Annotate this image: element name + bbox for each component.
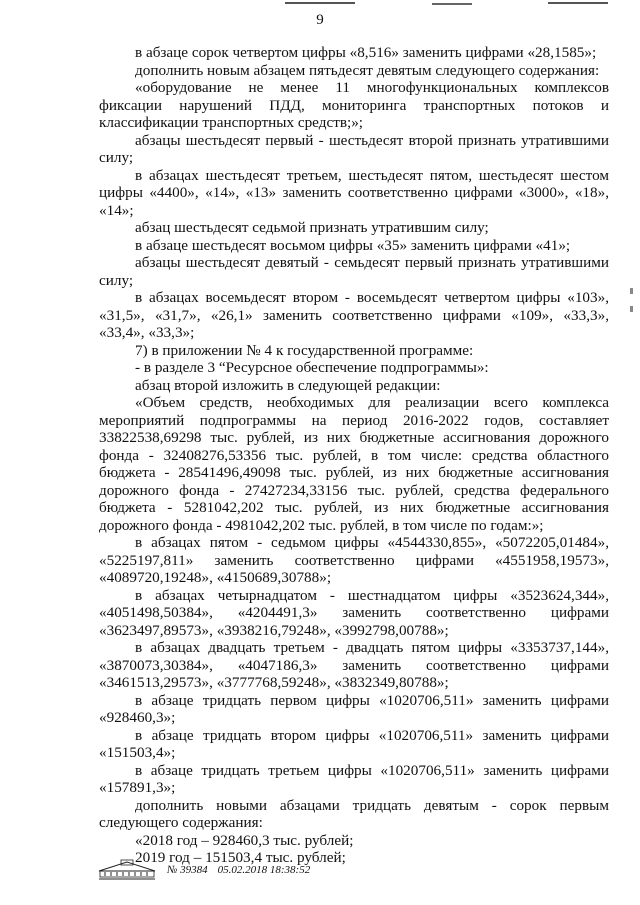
paragraph: «Объем средств, необходимых для реализации всего комплекса мероприятий подпрограммы на период 2016-2022 годов, составляет 33822538,69298 тыс. рублей, из них бюджетные ассигнования дорожного фонда - 32408276,53356 тыс. рублей, в том числе: средства областного бюджета - 28541496,49098 тыс. рублей, из них бюджетные ассигнования дорожного фонда - 27427234,33156 тыс. рублей, средства федерального бюджета - 5281042,202 тыс. рублей, из них бюджетные ассигнования дорожного фонда - 4981042,202 тыс. рублей, в том числе по годам:»; <box>99 394 609 534</box>
paragraph: в абзацах пятом - седьмом цифры «4544330,855», «5072205,01484», «5225197,811» заменить соответственно цифрами «4551958,19573», «4089720,19248», «4150689,30788»; <box>99 534 609 586</box>
registration-timestamp: 05.02.2018 18:38:52 <box>217 864 311 876</box>
paragraph: в абзаце тридцать первом цифры «1020706,511» заменить цифрами «928460,3»; <box>99 691 609 726</box>
paragraph: «оборудование не менее 11 многофункциональных комплексов фиксации нарушений ПДД, мониторинга транспортных потоков и классификации транспортных средств;»; <box>99 79 609 131</box>
scan-artifact-top-right <box>432 3 472 5</box>
paragraph: 7) в приложении № 4 к государственной программе: <box>135 341 474 359</box>
paragraph: в абзаце тридцать втором цифры «1020706,511» заменить цифрами «151503,4»; <box>99 726 609 761</box>
paragraph: «2018 год – 928460,3 тыс. рублей; <box>135 831 354 849</box>
paragraph: абзац шестьдесят седьмой признать утратившим силу; <box>135 219 489 236</box>
paragraph: в абзаце шестьдесят восьмом цифры «35» заменить цифрами «41»; <box>135 236 571 254</box>
document-number: № 39384 <box>167 864 208 876</box>
paragraph: абзацы шестьдесят первый - шестьдесят второй признать утратившими силу; <box>99 131 609 166</box>
paragraph: абзац второй изложить в следующей редакции: <box>135 376 441 394</box>
paragraph: в абзаце сорок четвертом цифры «8,516» заменить цифрами «28,1585»; <box>135 44 597 61</box>
paragraph: в абзацах четырнадцатом - шестнадцатом цифры «3523624,344», «4051498,50384», «4204491,3» заменить соответственно цифрами «3623497,89573», «3938216,79248», «3992798,00788»; <box>99 586 609 639</box>
page-number: 9 <box>316 12 324 28</box>
document-body <box>99 44 609 867</box>
scan-artifact-top-left <box>285 2 355 4</box>
registry-building-stamp-icon <box>97 859 157 881</box>
paragraph: в абзаце тридцать третьем цифры «1020706,511» заменить цифрами «157891,3»; <box>99 761 609 796</box>
margin-artifact <box>630 288 633 294</box>
paragraph: - в разделе 3 “Ресурсное обеспечение подпрограммы»: <box>135 359 489 376</box>
paragraph: 2019 год – 151503,4 тыс. рублей; <box>135 849 346 866</box>
registration-footer <box>97 858 310 882</box>
paragraph: дополнить новыми абзацами тридцать девятым - сорок первым следующего содержания: <box>99 796 609 831</box>
paragraph: абзацы шестьдесят девятый - семьдесят первый признать утратившими силу; <box>99 254 609 289</box>
margin-artifact <box>630 306 633 312</box>
paragraph: в абзацах восемьдесят втором - восемьдесят четвертом цифры «103», «31,5», «31,7», «26,1» заменить соответственно цифрами «109», «33,3», «33,4», «33,3»; <box>99 289 609 341</box>
paragraph: в абзацах шестьдесят третьем, шестьдесят пятом, шестьдесят шестом цифры «4400», «14», «13» заменить соответственно цифрами «3000», «18», «14»; <box>99 166 609 219</box>
paragraph: в абзацах двадцать третьем - двадцать пятом цифры «3353737,144», «3870073,30384», «4047186,3» заменить соответственно цифрами «3461513,29573», «3777768,59248», «3832349,80788»; <box>99 639 609 691</box>
scan-artifact-top-corner <box>548 2 608 4</box>
paragraph: дополнить новым абзацем пятьдесят девятым следующего содержания: <box>135 61 600 79</box>
